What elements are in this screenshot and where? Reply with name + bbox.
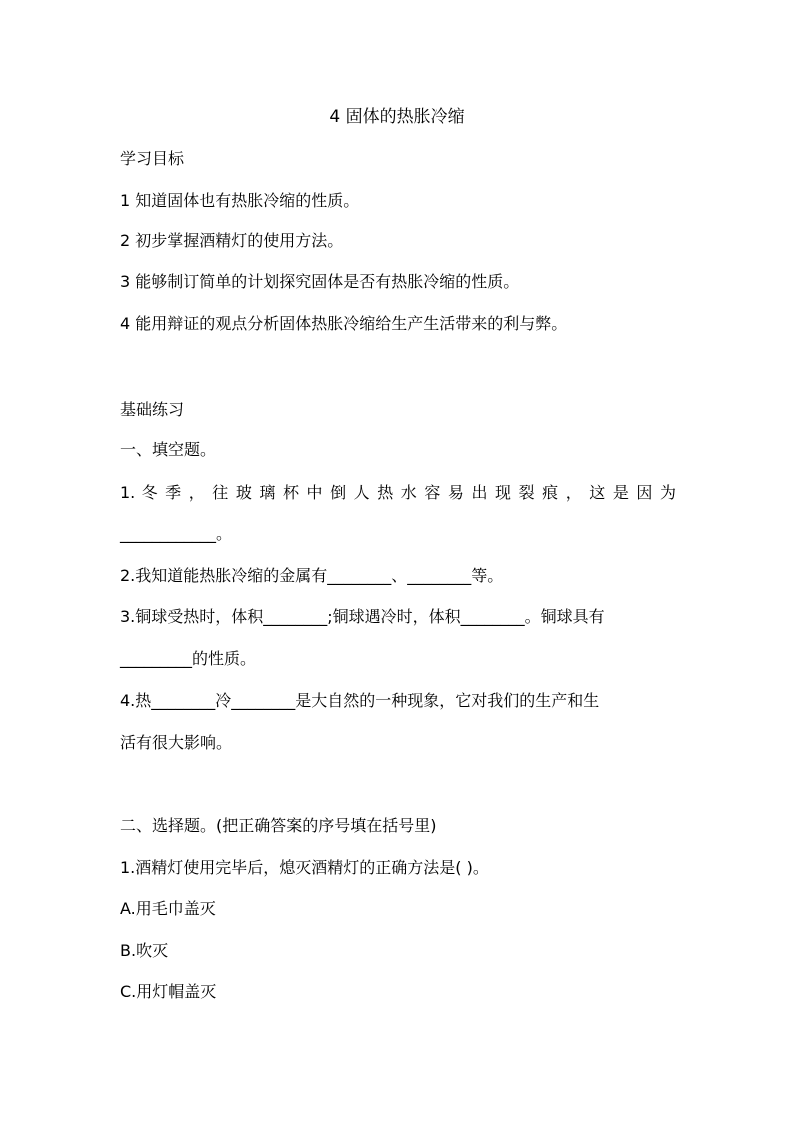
- objective-item-1: 1 知道固体也有热胀冷缩的性质。: [120, 191, 360, 210]
- choice-option-c: C.用灯帽盖灭: [120, 982, 217, 1001]
- objective-item-3: 3 能够制订简单的计划探究固体是否有热胀冷缩的性质。: [120, 272, 520, 291]
- fill-question-1-line-1: 1. 冬 季 ， 往 玻 璃 杯 中 倒 人 热 水 容 易 出 现 裂 痕 ， 这 是 因 为: [120, 483, 676, 502]
- fill-question-4-line-1: 4.热________冷________是大自然的一种现象，它对我们的生产和生: [120, 691, 600, 710]
- objectives-heading: 学习目标: [120, 149, 185, 168]
- fill-question-1-line-2: ____________。: [120, 524, 233, 543]
- choice-option-b: B.吹灭: [120, 941, 169, 960]
- objective-item-2: 2 初步掌握酒精灯的使用方法。: [120, 231, 344, 250]
- choice-option-a: A.用毛巾盖灭: [120, 899, 216, 918]
- choice-question-1: 1.酒精灯使用完毕后，熄灭酒精灯的正确方法是( )。: [120, 858, 489, 877]
- fill-question-2: 2.我知道能热胀冷缩的金属有________、________等。: [120, 566, 504, 585]
- practice-heading: 基础练习: [120, 400, 185, 419]
- objective-item-4: 4 能用辩证的观点分析固体热胀冷缩给生产生活带来的利与弊。: [120, 314, 568, 333]
- fill-section-heading: 一、填空题。: [120, 440, 217, 459]
- fill-question-3-line-1: 3.铜球受热时，体积________;铜球遇冷时，体积________。铜球具有: [120, 607, 605, 626]
- fill-question-4-line-2: 活有很大影响。: [120, 733, 233, 752]
- fill-question-3-line-2: _________的性质。: [120, 649, 257, 668]
- page-title: 4 固体的热胀冷缩: [329, 107, 465, 127]
- choice-section-heading: 二、选择题。(把正确答案的序号填在括号里): [120, 816, 437, 835]
